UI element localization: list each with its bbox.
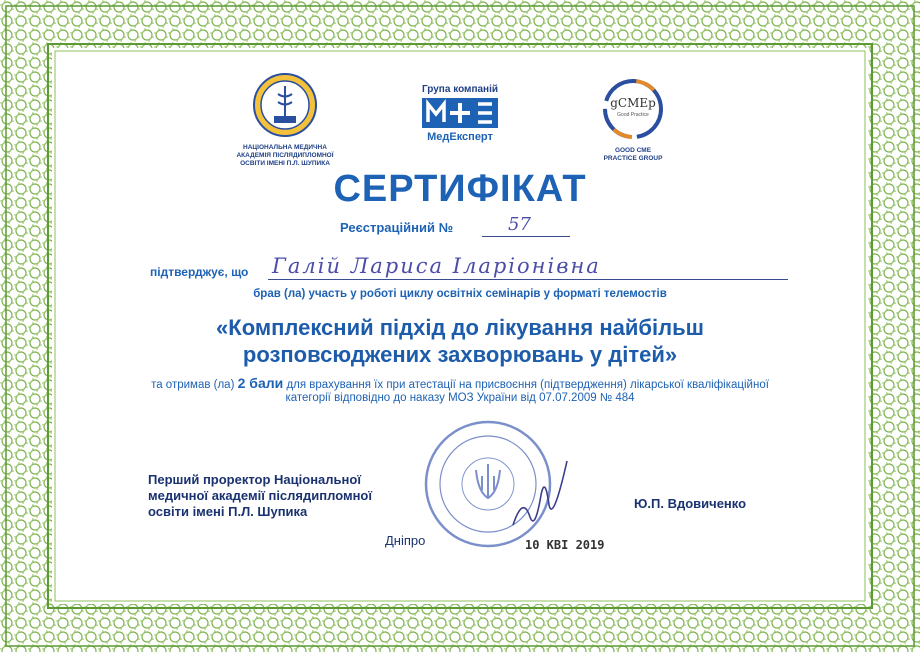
academy-emblem-icon xyxy=(252,72,318,138)
academy-caption-line3: ОСВІТИ ІМЕНІ П.Л. ШУПИКА xyxy=(240,160,330,167)
registration-number: 57 xyxy=(508,214,531,235)
gcmep-caption-line1: GOOD CME xyxy=(614,147,652,154)
academy-logo xyxy=(225,72,345,168)
signer-title-line3: освіти імені П.Л. Шупика xyxy=(148,504,308,519)
points-prefix: та отримав (ла) xyxy=(151,379,235,391)
medexpert-mark-icon xyxy=(422,98,498,128)
city: Дніпро xyxy=(385,533,426,548)
signer-title-line2: медичної академії післядипломної xyxy=(148,488,373,503)
medexpert-top-label: Група компаній xyxy=(421,84,499,95)
points-line1 xyxy=(0,375,920,391)
handwritten-signature xyxy=(505,455,575,535)
gcmep-logo xyxy=(588,77,678,163)
registration-row xyxy=(340,220,453,235)
gcmep-tagline: Good Practice xyxy=(617,112,649,118)
recipient-name: Галій Лариса Іларіонівна xyxy=(272,254,601,278)
recipient-underline xyxy=(268,279,788,280)
points-line2: категорії відповідно до наказу МОЗ України від 07.07.2009 № 484 xyxy=(285,392,635,404)
signer-title xyxy=(148,472,372,520)
registration-underline xyxy=(482,236,570,237)
course-title xyxy=(0,314,920,368)
gcmep-caption-line2: PRACTICE GROUP xyxy=(603,155,663,162)
registration-label: Реєстраційний № xyxy=(340,220,454,235)
signer-name: Ю.П. Вдовиченко xyxy=(634,496,747,511)
academy-caption-line1: НАЦІОНАЛЬНА МЕДИЧНА xyxy=(243,144,327,151)
signer-title-line1: Перший проректор Національної xyxy=(148,472,361,487)
course-title-line2: розповсюджених захворювань у дітей» xyxy=(242,342,678,367)
confirms-label: підтверджує, що xyxy=(150,265,249,279)
academy-caption-line2: АКАДЕМІЯ ПІСЛЯДИПЛОМНОЇ xyxy=(236,152,334,159)
points-value: 2 бали xyxy=(237,375,284,391)
course-title-line1: «Комплексний підхід до лікування найбільш xyxy=(216,315,704,340)
date-stamp: 10 КВІ 2019 xyxy=(525,538,605,552)
participation-text: брав (ла) участь у роботі циклу освітніх семінарів у форматі телемостів xyxy=(253,288,667,300)
medexpert-name: МедЕксперт xyxy=(427,131,493,143)
gcmep-mark: gCMEp xyxy=(610,96,656,110)
points-suffix: для врахування їх при атестації на присвоєння (підтвердження) лікарської кваліфікаційної xyxy=(286,379,769,391)
medexpert-logo xyxy=(412,84,508,143)
certificate-title: СЕРТИФІКАТ xyxy=(333,168,587,210)
